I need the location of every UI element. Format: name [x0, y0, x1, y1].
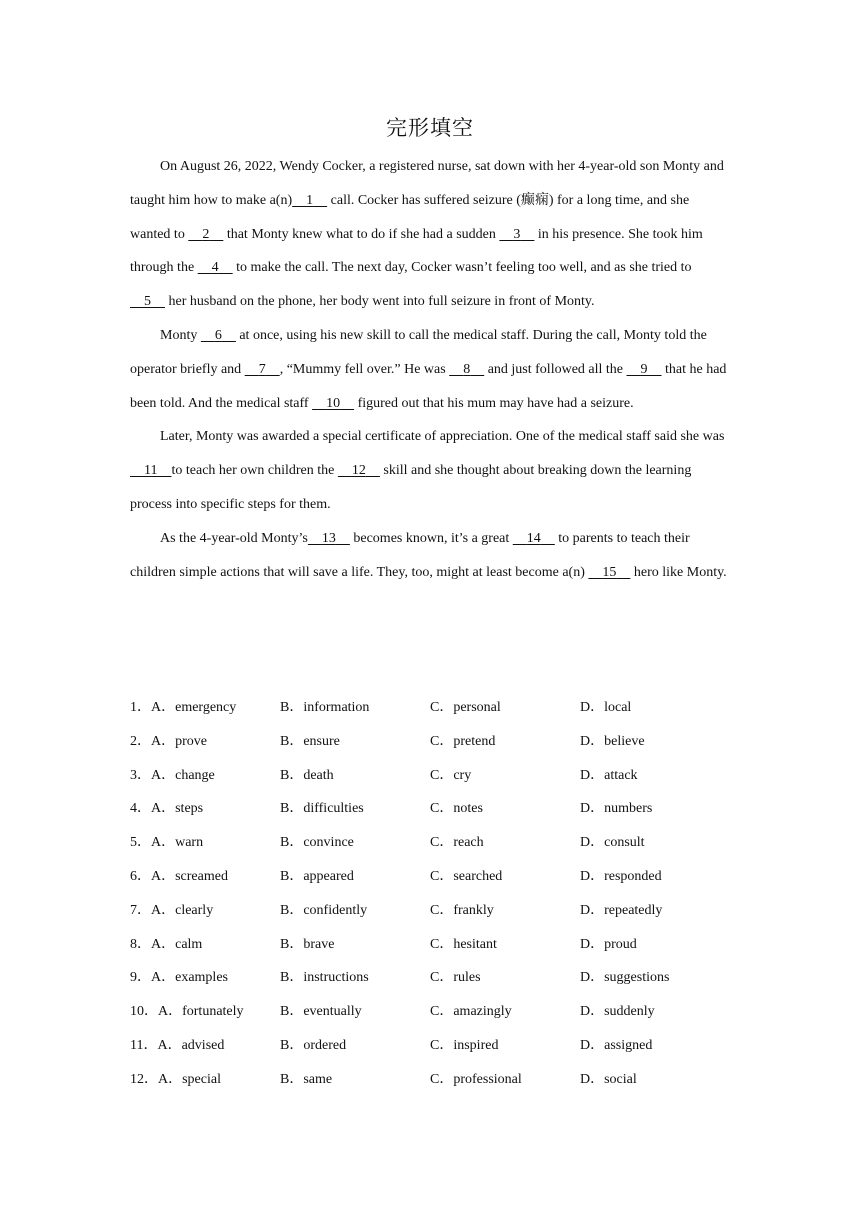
text: her husband on the phone, her body went into full seizure in front of Monty.: [165, 294, 595, 310]
question-row: [130, 928, 750, 962]
text: to make the call. The next day, Cocker wasn’t feeling too well, and as she tried to: [232, 260, 692, 276]
blank-5: 5: [144, 294, 151, 310]
option-a: 9．A．examples: [130, 970, 228, 986]
option-c: C．personal: [430, 700, 501, 715]
question-row: [130, 995, 750, 1029]
blank-9: 9: [640, 361, 648, 377]
option-b: B．information: [280, 700, 370, 715]
text: and just followed all the: [484, 361, 627, 377]
text: As the 4-year-old Monty’s: [160, 530, 308, 546]
option-d: D．assigned: [580, 1037, 653, 1053]
blank-15: 15: [602, 564, 617, 580]
paragraph-3: [130, 420, 730, 521]
option-b: B．instructions: [280, 970, 369, 986]
option-a: 7．A．clearly: [130, 902, 214, 918]
text: to teach her own children the: [171, 463, 338, 479]
text: , “Mummy fell over.” He was: [279, 361, 450, 377]
question-row: [130, 894, 750, 928]
option-c: C．inspired: [430, 1037, 499, 1053]
option-c: C．notes: [430, 801, 483, 817]
question-row: [130, 961, 750, 995]
blank-14: 14: [526, 530, 541, 546]
option-c: C．pretend: [430, 733, 496, 749]
option-b: B．convince: [280, 835, 354, 851]
option-b: B．ordered: [280, 1037, 347, 1053]
option-c: C．amazingly: [430, 1004, 512, 1020]
question-row: [130, 860, 750, 894]
paragraph-1: [130, 150, 730, 319]
option-b: B．confidently: [280, 902, 368, 918]
blank-2: 2: [202, 226, 210, 242]
option-d: D．suddenly: [580, 1004, 655, 1020]
text: becomes known, it’s a great: [349, 530, 513, 546]
option-a: 12．A．special: [130, 1071, 221, 1087]
option-d: D．responded: [580, 868, 662, 884]
page-title: 完形填空: [386, 116, 474, 140]
blank-12: 12: [351, 463, 366, 479]
text: On August 26, 2022, Wendy Cocker, a registered nurse, sat down with her 4-year-old son Monty and taught him how to make a(n): [130, 159, 724, 208]
text: call. Cocker has suffered seizure (癫痫) for a long time, and she wanted to: [130, 192, 690, 242]
text: figured out that his mum may have had a seizure.: [354, 395, 634, 411]
option-a: 10．A．fortunately: [130, 1004, 244, 1020]
question-row: [130, 792, 750, 826]
option-b: B．appeared: [280, 868, 354, 884]
option-b: B．brave: [280, 936, 335, 952]
paragraph-4: [130, 522, 730, 590]
option-d: D．repeatedly: [580, 902, 663, 918]
option-d: D．proud: [580, 936, 637, 952]
option-c: C．frankly: [430, 902, 494, 918]
text: hero like Monty.: [630, 564, 727, 580]
blank-13: 13: [321, 530, 336, 546]
option-d: D．consult: [580, 835, 645, 851]
option-a: 6．A．screamed: [130, 868, 228, 884]
options-list: [130, 691, 750, 1097]
text: Later, Monty was awarded a special certificate of appreciation. One of the medical staff said she was: [160, 429, 725, 445]
option-c: C．searched: [430, 868, 503, 884]
blank-10: 10: [326, 395, 341, 411]
paragraph-2: [130, 319, 730, 420]
blank-4: 4: [211, 260, 219, 276]
blank-11: 11: [144, 463, 158, 479]
option-d: D．local: [580, 700, 632, 715]
option-a: 3．A．change: [130, 767, 215, 783]
blank-6: 6: [214, 327, 222, 343]
text: that Monty knew what to do if she had a sudden: [223, 226, 500, 242]
option-d: D．attack: [580, 767, 638, 783]
option-b: B．death: [280, 767, 334, 783]
option-b: B．ensure: [280, 733, 340, 749]
text: that he had been told. And the medical staff: [130, 361, 727, 411]
option-c: C．reach: [430, 835, 484, 851]
question-row: [130, 1063, 750, 1097]
question-row: [130, 826, 750, 860]
blank-3: 3: [513, 226, 521, 242]
option-a: 11．A．advised: [130, 1037, 225, 1053]
blank-7: 7: [258, 361, 266, 377]
option-a: 5．A．warn: [130, 835, 204, 851]
option-c: C．professional: [430, 1071, 522, 1087]
option-a: 4．A．steps: [130, 801, 204, 817]
option-d: D．numbers: [580, 801, 653, 817]
blank-8: 8: [463, 361, 471, 377]
option-d: D．believe: [580, 733, 645, 749]
text: to parents to teach their children simple actions that will save a life. They, too, might at least become a(n): [130, 530, 690, 580]
option-a: 1．A．emergency: [130, 700, 237, 715]
option-d: D．social: [580, 1071, 637, 1087]
question-row: [130, 691, 750, 725]
option-b: B．eventually: [280, 1004, 362, 1020]
option-d: D．suggestions: [580, 970, 670, 986]
question-row: [130, 1029, 750, 1063]
question-row: [130, 725, 750, 759]
text: skill and she thought about breaking down the learning process into specific steps for them.: [130, 463, 692, 512]
blank-1: 1: [306, 192, 314, 208]
text: Monty: [160, 327, 201, 343]
option-a: 2．A．prove: [130, 733, 207, 749]
text: in his presence. She took him through the: [130, 226, 703, 276]
option-b: B．difficulties: [280, 801, 364, 817]
text: at once, using his new skill to call the medical staff. During the call, Monty told the operator briefly and: [130, 327, 707, 377]
option-b: B．same: [280, 1071, 333, 1087]
option-a: 8．A．calm: [130, 936, 203, 952]
question-row: [130, 759, 750, 793]
passage: [130, 150, 730, 589]
option-c: C．rules: [430, 970, 481, 986]
option-c: C．hesitant: [430, 936, 497, 952]
option-c: C．cry: [430, 767, 472, 783]
